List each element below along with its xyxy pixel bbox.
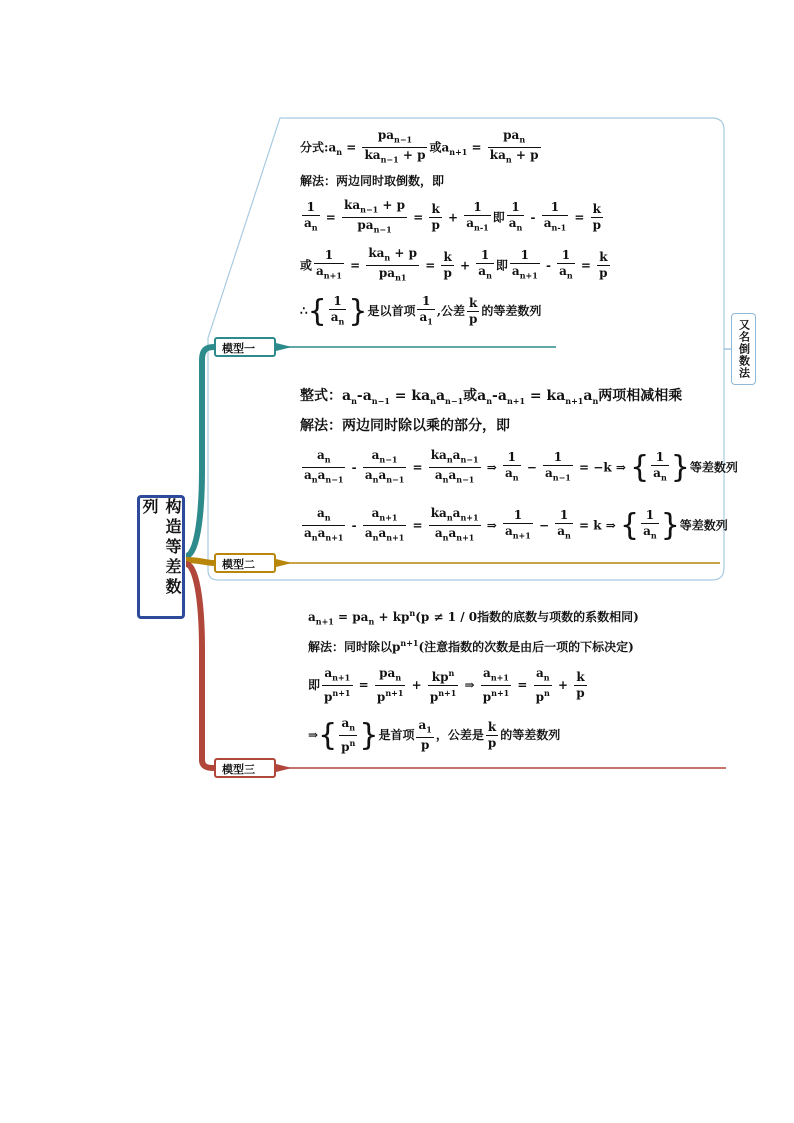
model1-formula: 分式$:a_n$ = $\frac{pa_{n-1}}{ka_{n-1} + p}$ 或$a_{n+1}$ = $\frac{pa_n}{ka_n + p}$	[300, 128, 539, 165]
callout-reciprocal-method[interactable]	[731, 313, 756, 385]
branch-model3	[186, 564, 214, 768]
model2-step2: $\frac{a_n}{a_na_{n+1}}$ - $\frac{a_{n+1}}{a_na_{n+1}}$ = $\frac{ka_na_{n+1}}{a_na_{n+1}}$ ⇒ $\frac{1}{a_{n+1}}$ − $\frac{1}{a_n}$ = k ⇒ { $\frac{1}{a_n}$ }等差数列	[304, 506, 728, 543]
branch-model1-arrow	[276, 343, 292, 351]
model2-formula: 整式：$a_n-a_{n-1} = ka_na_{n-1}$或$a_n-a_{n+1} = ka_{n+1}a_n$两项相减相乘	[300, 388, 683, 406]
model3-formula: $a_{n+1} = pa_n + kp^n(p \ne 1 / 0$指数的底数与项数的系数相同)	[308, 608, 639, 627]
callout-label: 又名倒数法	[737, 319, 751, 379]
node-model1[interactable]	[214, 337, 276, 357]
node-model2[interactable]	[214, 553, 276, 573]
root-label: 构造等差数列	[140, 498, 182, 598]
model2-step1: $\frac{a_n}{a_na_{n-1}}$ - $\frac{a_{n-1}}{a_na_{n-1}}$ = $\frac{ka_na_{n-1}}{a_na_{n-1}}$ ⇒ $\frac{1}{a_n}$ − $\frac{1}{a_{n-1}}$ = −k ⇒ { $\frac{1}{a_n}$ }等差数列	[304, 448, 738, 485]
model3-step: 即 $\frac{a_{n+1}}{p^{n+1}}$ = $\frac{pa_n}{p^{n+1}}$ + $\frac{kp^n}{p^{n+1}}$ ⇒ $\frac{a_{n+1}}{p^{n+1}}$ = $\frac{a_n}{p^n}$ + $\frac{k}{p}$	[308, 666, 585, 705]
branch-model3-arrow	[276, 764, 292, 772]
model1-step2: 或 $\frac{1}{a_{n+1}}$ = $\frac{ka_n + p}{pa_{n1}}$ = $\frac{k}{p}$ + $\frac{1}{a_n}$ 即 $\frac{1}{a_{n+1}}$ - $\frac{1}{a_n}$ = $\frac{k}{p}$	[300, 246, 608, 283]
branch-model1	[186, 347, 214, 556]
model3-conclusion: ⇒{ $\frac{a_n}{p^n}$ }是首项 $\frac{a_1}{p}$ ，公差是 $\frac{k}{p}$ 的等差数列	[308, 716, 561, 755]
model3-method: 解法：同时除以$p^{n+1}$(注意指数的次数是由后一项的下标决定)	[308, 638, 634, 654]
model1-method: 解法：两边同时取倒数，即	[300, 174, 445, 188]
model1-conclusion: ∴{ $\frac{1}{a_n}$ }是以首项 $\frac{1}{a_1}$ ,公差 $\frac{k}{p}$ 的等差数列	[300, 293, 542, 329]
node-model3[interactable]	[214, 758, 276, 778]
model2-method: 解法：两边同时除以乘的部分，即	[300, 418, 510, 434]
model1-step1: $\frac{1}{a_n}$ = $\frac{ka_{n-1} + p}{pa_{n-1}}$ = $\frac{k}{p}$ + $\frac{1}{a_{n-1}}$ 即 $\frac{1}{a_n}$ - $\frac{1}{a_{n-1}}$ = $\frac{k}{p}$	[304, 198, 602, 235]
node-model2-label: 模型二	[222, 558, 255, 571]
branch-model2-arrow	[276, 559, 292, 567]
root-node[interactable]	[137, 495, 185, 619]
node-model1-label: 模型一	[222, 342, 255, 355]
node-model3-label: 模型三	[222, 763, 255, 776]
